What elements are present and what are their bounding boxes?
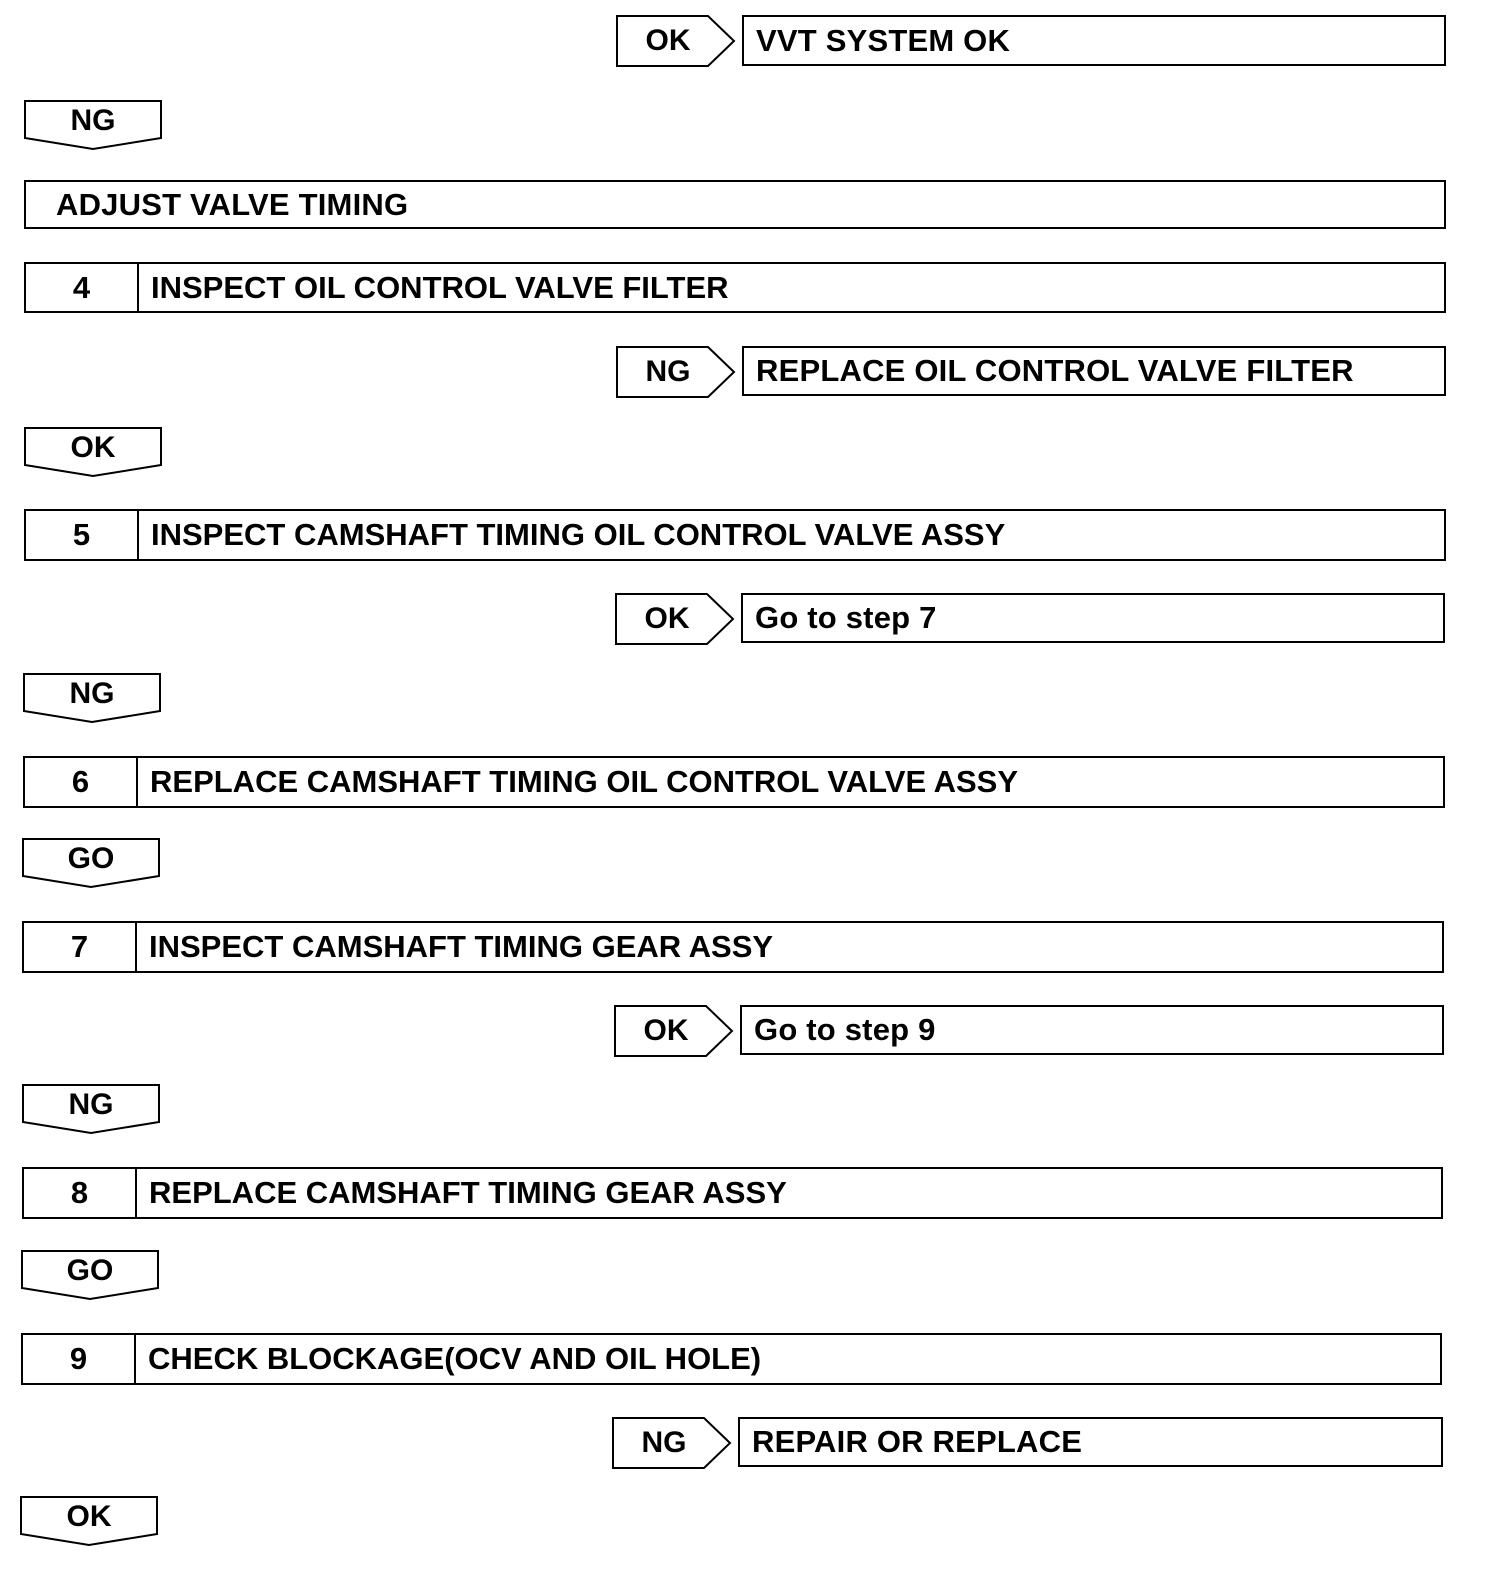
arrow-label: OK — [645, 24, 691, 57]
ng-arrow-step9 — [612, 1417, 732, 1469]
arrow-label: GO — [66, 1254, 114, 1287]
ng-down-arrow-3 — [22, 1084, 160, 1136]
step-number: 4 — [26, 264, 139, 311]
arrow-label: OK — [644, 602, 690, 635]
step-9 — [21, 1333, 1442, 1385]
go-down-arrow-2 — [21, 1250, 159, 1302]
ok-arrow-vvt — [616, 15, 736, 67]
adjust-valve-timing-box — [24, 180, 1446, 229]
step-title: INSPECT OIL CONTROL VALVE FILTER — [151, 269, 729, 305]
step-5 — [24, 509, 1446, 561]
result-text: Go to step 7 — [755, 600, 937, 635]
step-number: 6 — [25, 758, 138, 806]
result-text: REPLACE OIL CONTROL VALVE FILTER — [756, 353, 1354, 388]
arrow-label: NG — [70, 104, 116, 137]
ok-down-arrow-1 — [24, 427, 162, 479]
result-text: Go to step 9 — [754, 1012, 936, 1047]
arrow-label: NG — [641, 1426, 687, 1459]
result-go-to-step-9 — [740, 1005, 1444, 1055]
result-go-to-step-7 — [741, 593, 1445, 643]
ok-arrow-step5 — [615, 593, 735, 645]
step-title: REPLACE CAMSHAFT TIMING GEAR ASSY — [149, 1175, 787, 1210]
step-number: 5 — [26, 511, 139, 559]
step-title: INSPECT CAMSHAFT TIMING OIL CONTROL VALVE ASSY — [151, 517, 1006, 552]
go-down-arrow-1 — [22, 838, 160, 890]
arrow-label: NG — [68, 1088, 114, 1121]
arrow-label: NG — [645, 355, 691, 388]
arrow-label: OK — [70, 431, 116, 464]
box-text: ADJUST VALVE TIMING — [56, 186, 409, 222]
step-title: REPLACE CAMSHAFT TIMING OIL CONTROL VALVE ASSY — [150, 764, 1019, 799]
result-text: REPAIR OR REPLACE — [752, 1424, 1083, 1459]
step-7 — [22, 921, 1444, 973]
step-number: 9 — [23, 1335, 136, 1383]
step-8 — [22, 1167, 1443, 1219]
arrow-label: OK — [643, 1014, 689, 1047]
ok-arrow-step7 — [614, 1005, 734, 1057]
arrow-label: OK — [66, 1500, 112, 1533]
result-text: VVT SYSTEM OK — [756, 22, 1011, 58]
step-title: CHECK BLOCKAGE(OCV AND OIL HOLE) — [148, 1341, 762, 1376]
step-number: 7 — [24, 923, 137, 971]
arrow-label: NG — [69, 677, 115, 710]
step-number: 8 — [24, 1169, 137, 1217]
result-replace-ocv-filter — [742, 346, 1446, 396]
arrow-label: GO — [67, 842, 115, 875]
ng-down-arrow-2 — [23, 673, 161, 725]
step-4 — [24, 262, 1446, 313]
result-vvt-system-ok — [742, 15, 1446, 66]
step-title: INSPECT CAMSHAFT TIMING GEAR ASSY — [149, 929, 774, 964]
ng-arrow-step4 — [616, 346, 736, 398]
step-6 — [23, 756, 1445, 808]
ok-down-arrow-2 — [20, 1496, 158, 1548]
result-repair-or-replace — [738, 1417, 1443, 1467]
ng-down-arrow-1 — [24, 100, 162, 152]
